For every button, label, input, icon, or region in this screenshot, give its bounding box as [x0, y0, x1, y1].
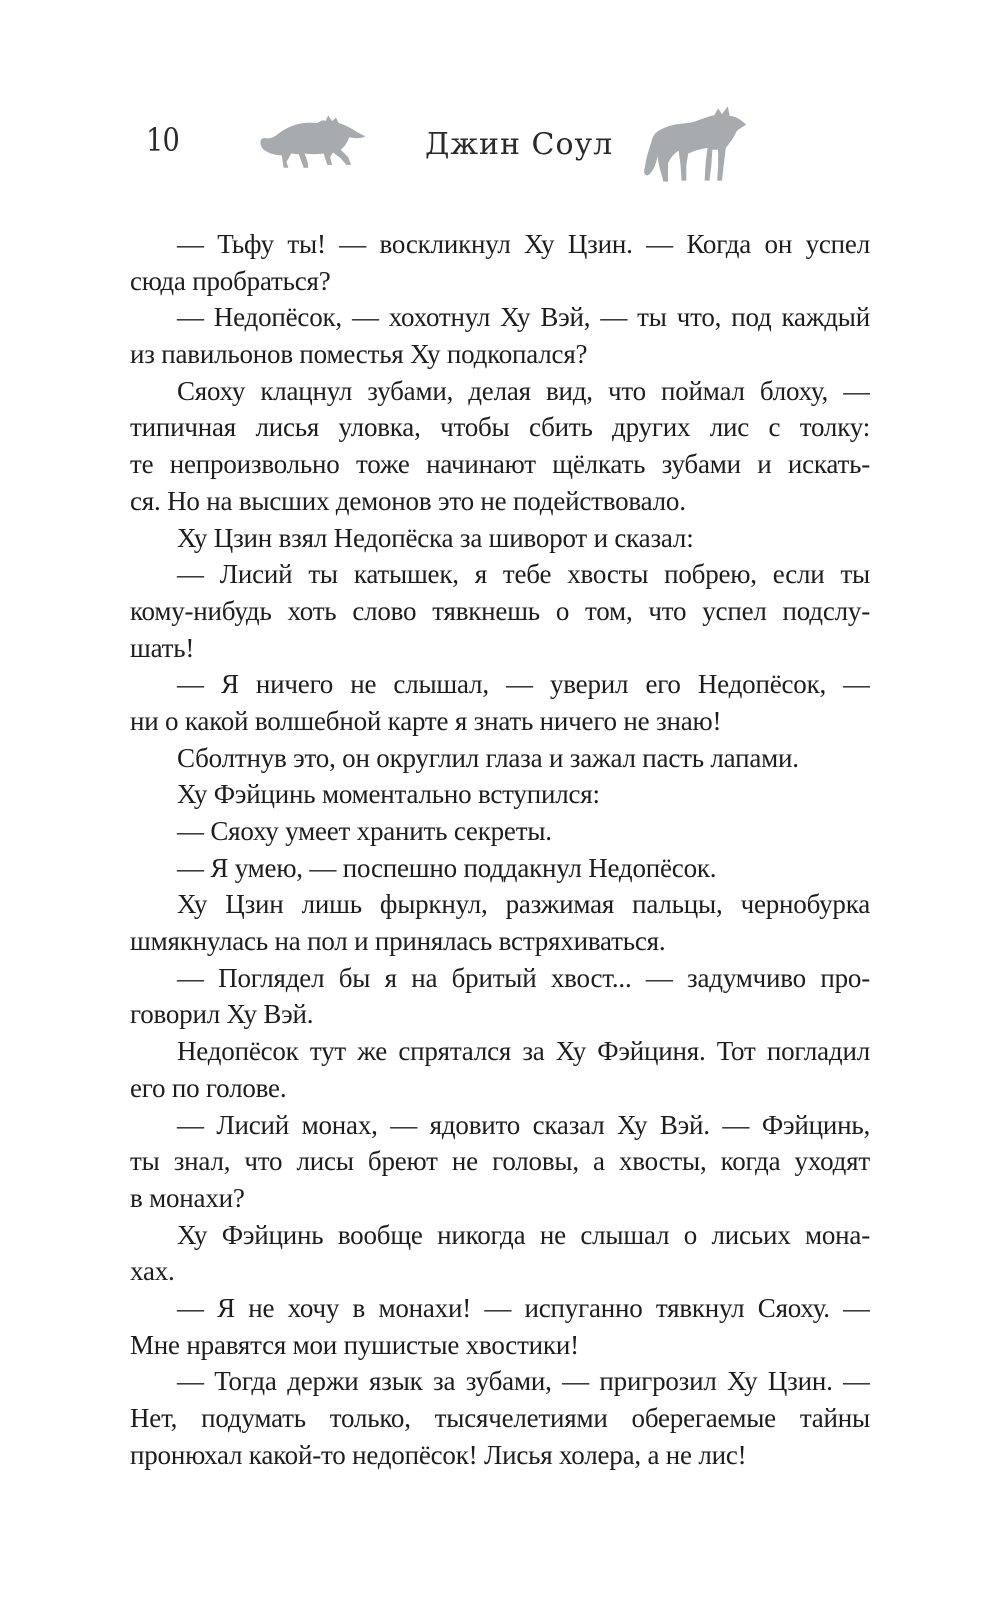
text-line: сюда пробраться?: [130, 265, 331, 296]
text-line: из павильонов поместья Ху подкопался?: [130, 339, 588, 370]
text-line: — Я ничего не слышал, — уверил его Недопёсок, —: [177, 669, 870, 700]
text-line: — Тьфу ты! — воскликнул Ху Цзин. — Когда он успел: [177, 229, 870, 259]
running-fox-icon: [258, 114, 372, 172]
text-line: Нет, подумать только, тысячелетиями оберегаемые тайны: [130, 1403, 870, 1433]
text-line: говорил Ху Вэй.: [130, 999, 314, 1030]
page-number: 10: [146, 121, 179, 159]
text-line: шмякнулась на пол и принялась встряхиваться.: [130, 926, 666, 957]
text-line: ся. Но на высших демонов это не подействовало.: [130, 485, 686, 516]
text-line: Недопёсок тут же спрятался за Ху Фэйциня. Тот погладил: [177, 1036, 870, 1067]
text-line: Сболтнув это, он округлил глаза и зажал пасть лапами.: [177, 742, 799, 773]
text-line: те непроизвольно тоже начинают щёлкать зубами и искать-: [130, 449, 870, 480]
text-line: Ху Цзин лишь фыркнул, разжимая пальцы, чернобурка: [177, 889, 870, 920]
text-line: шать!: [130, 632, 195, 663]
text-line: типичная лисья уловка, чтобы сбить других лис с толку:: [130, 412, 870, 443]
text-line: ты знал, что лисы бреют не головы, а хвосты, когда уходят: [130, 1146, 870, 1177]
running-head-title: Джин Соул: [425, 127, 614, 162]
text-line: — Поглядел бы я на бритый хвост... — задумчиво про-: [177, 962, 870, 993]
text-line: Сяоху клацнул зубами, делая вид, что поймал блоху, —: [177, 375, 870, 406]
text-line: — Я не хочу в монахи! — испуганно тявкнул Сяоху. —: [177, 1292, 870, 1323]
text-line: Ху Цзин взял Недопёска за шиворот и сказал:: [177, 522, 694, 553]
text-line: Мне нравятся мои пушистые хвостики!: [130, 1329, 579, 1360]
text-line: Ху Фэйцинь вообще никогда не слышал о лисьих мона-: [177, 1219, 870, 1250]
text-line: его по голове.: [130, 1072, 287, 1103]
text-line: — Недопёсок, — хохотнул Ху Вэй, — ты что, под каждый: [177, 302, 870, 333]
text-line: — Лисий монах, — ядовито сказал Ху Вэй. — Фэйцинь,: [177, 1109, 870, 1140]
standing-fox-icon: [642, 104, 748, 184]
text-line: — Тогда держи язык за зубами, — пригрозил Ху Цзин. —: [177, 1366, 870, 1397]
text-line: ни о какой волшебной карте я знать ничего не знаю!: [130, 705, 722, 736]
text-line: — Я умею, — поспешно поддакнул Недопёсок.: [177, 852, 717, 883]
text-block: [130, 226, 870, 1473]
text-line: — Лисий ты катышек, я тебе хвосты побрею, если ты: [177, 559, 870, 590]
text-line: Ху Фэйцинь моментально вступился:: [177, 779, 600, 810]
text-line: — Сяоху умеет хранить секреты.: [177, 816, 552, 846]
text-line: кому-нибудь хоть слово тявкнешь о том, что успел подслу-: [130, 595, 870, 626]
text-line: хах.: [130, 1256, 175, 1287]
text-line: в монахи?: [130, 1182, 245, 1213]
text-line: пронюхал какой-то недопёсок! Лисья холера, а не лис!: [130, 1439, 747, 1470]
